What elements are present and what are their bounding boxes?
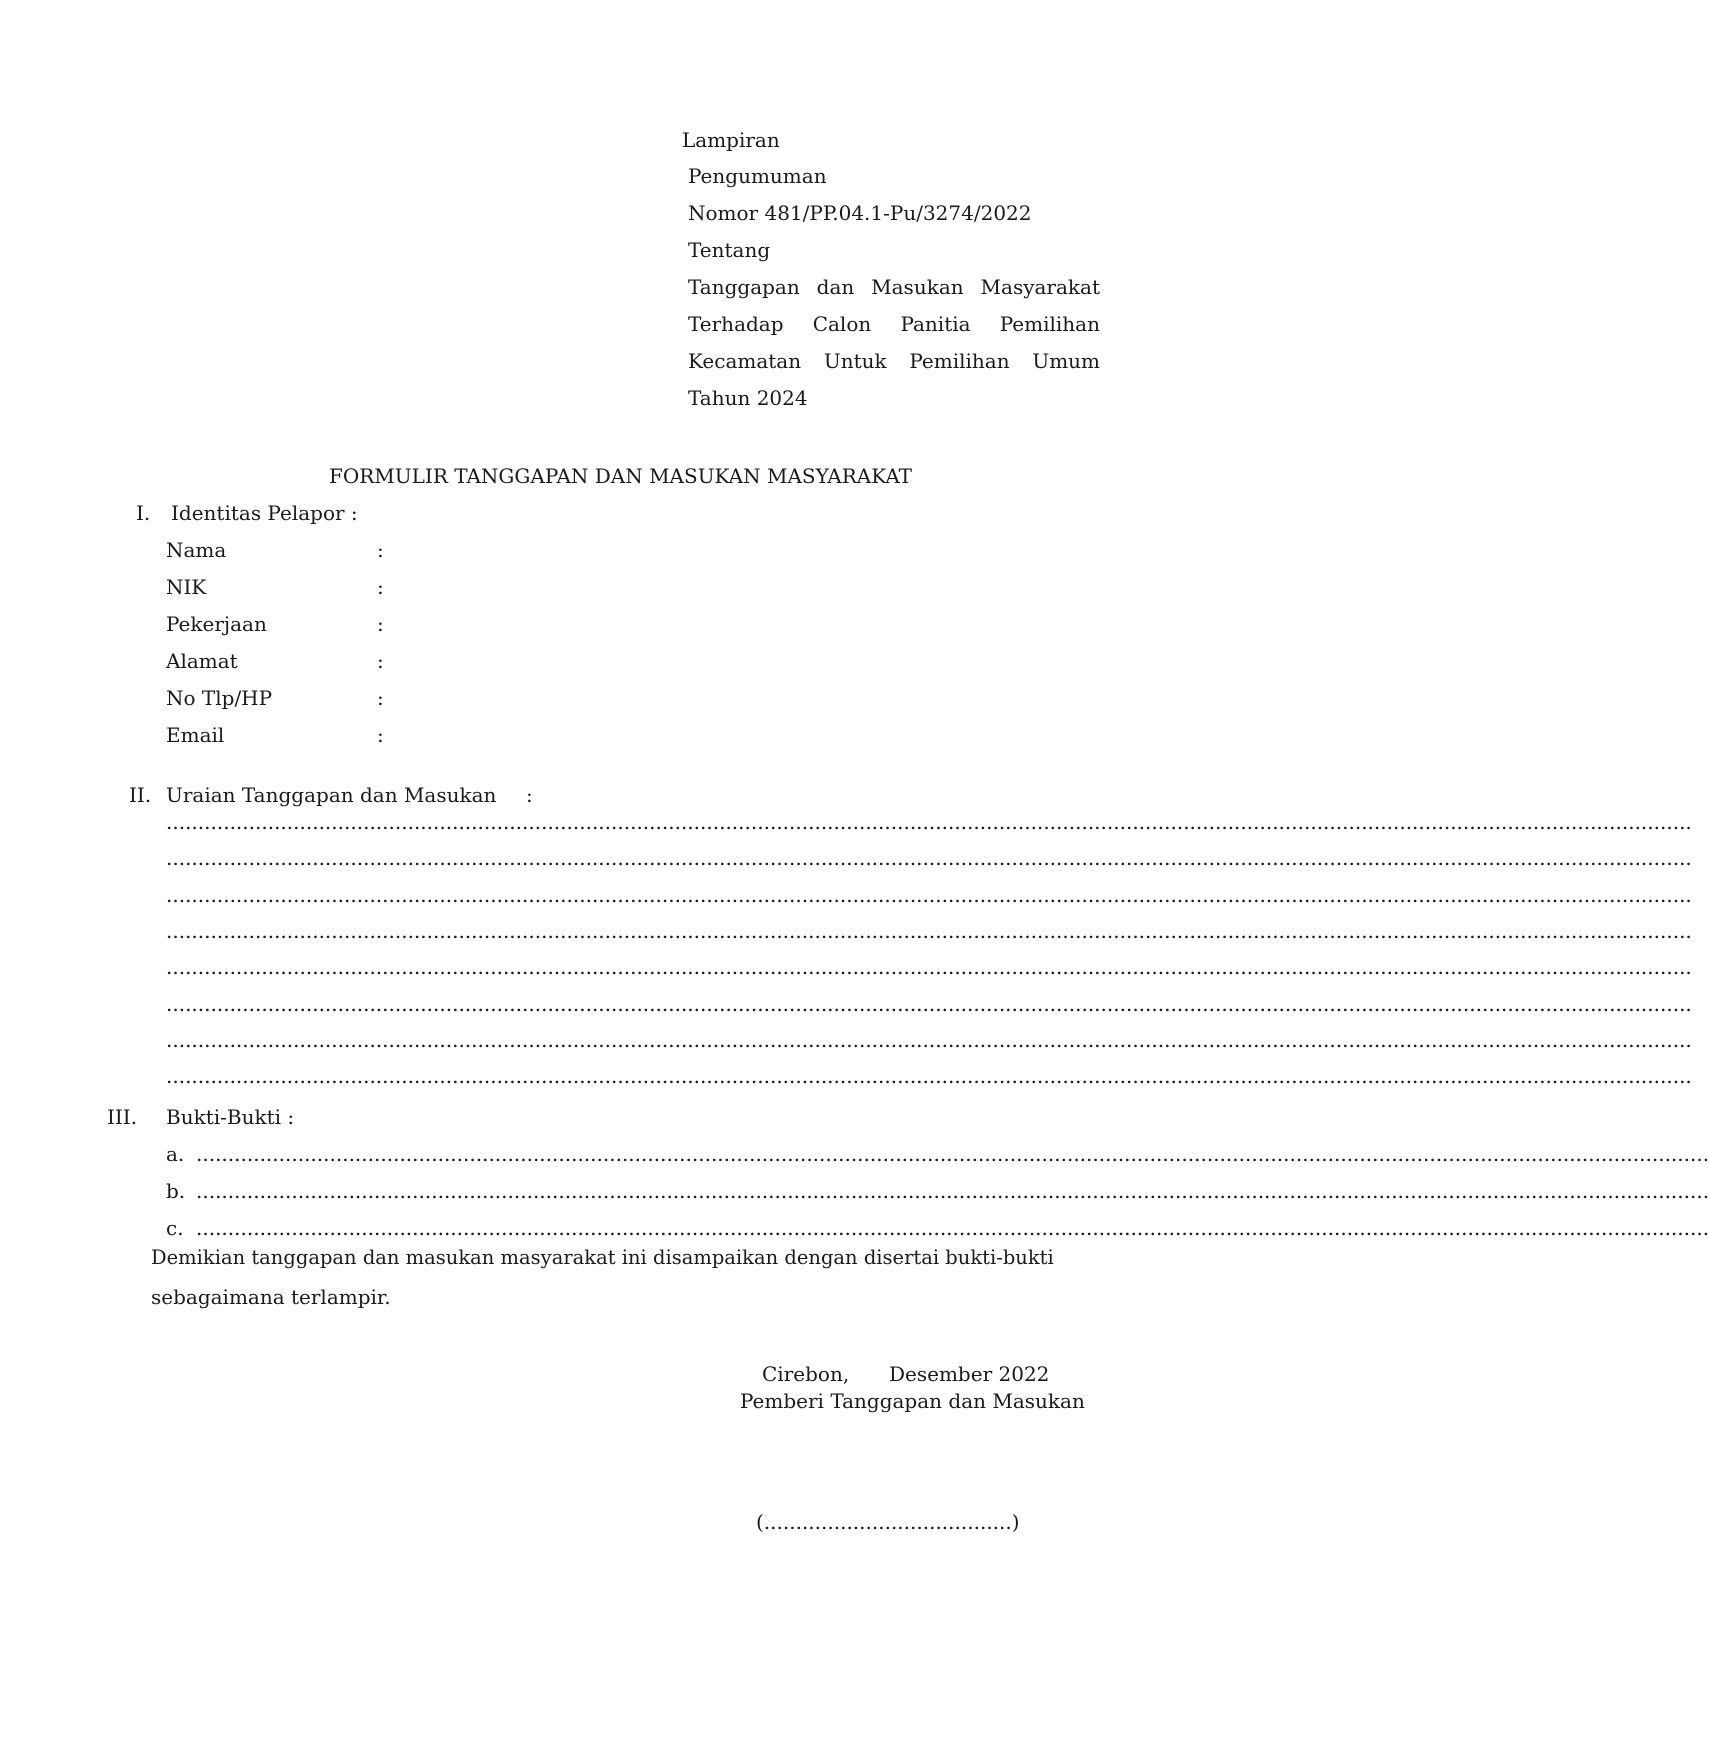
field-colon: : bbox=[377, 723, 384, 747]
evidence-marker: a. bbox=[166, 1142, 185, 1166]
field-colon: : bbox=[377, 686, 384, 710]
field-colon: : bbox=[377, 538, 384, 562]
evidence-marker: b. bbox=[166, 1179, 186, 1203]
subject-line-4: Tahun 2024 bbox=[688, 386, 808, 410]
about-label: Tentang bbox=[688, 238, 771, 262]
signature-name-placeholder: (.......................................) bbox=[756, 1510, 1020, 1534]
announcement-label: Pengumuman bbox=[688, 164, 827, 188]
signature-date: Desember 2022 bbox=[889, 1362, 1050, 1386]
section-1-heading: Identitas Pelapor : bbox=[171, 501, 358, 525]
field-label: Email bbox=[166, 723, 225, 747]
section-2-heading: Uraian Tanggapan dan Masukan bbox=[166, 783, 497, 807]
evidence-dotted-line: .............................................................................................................................................................................................................................................. bbox=[196, 1179, 1709, 1203]
form-title: FORMULIR TANGGAPAN DAN MASUKAN MASYARAKAT bbox=[328, 464, 913, 488]
document-number: Nomor 481/PP.04.1-Pu/3274/2022 bbox=[688, 201, 1032, 225]
field-colon: : bbox=[377, 612, 384, 636]
section-2-colon: : bbox=[526, 783, 533, 807]
field-label: Pekerjaan bbox=[166, 612, 267, 636]
field-label: Nama bbox=[166, 538, 227, 562]
response-dotted-line: ................................................................................................................................................................................................................................................ bbox=[166, 882, 1692, 907]
section-3-heading: Bukti-Bukti : bbox=[166, 1105, 295, 1129]
attachment-label: Lampiran bbox=[682, 128, 780, 152]
response-dotted-line: ................................................................................................................................................................................................................................................ bbox=[166, 918, 1692, 943]
section-2-numeral: II. bbox=[129, 783, 152, 807]
response-dotted-line: ................................................................................................................................................................................................................................................ bbox=[166, 1027, 1692, 1052]
field-colon: : bbox=[377, 575, 384, 599]
response-dotted-line: ................................................................................................................................................................................................................................................ bbox=[166, 1064, 1692, 1089]
evidence-dotted-line: .............................................................................................................................................................................................................................................. bbox=[196, 1216, 1709, 1240]
field-colon: : bbox=[377, 649, 384, 673]
subject-line-2: Terhadap Calon Panitia Pemilihan bbox=[688, 312, 1100, 336]
field-label: No Tlp/HP bbox=[166, 686, 273, 710]
section-3-numeral: III. bbox=[107, 1105, 138, 1129]
subject-line-3: Kecamatan Untuk Pemilihan Umum bbox=[688, 349, 1100, 373]
evidence-dotted-line: .............................................................................................................................................................................................................................................. bbox=[196, 1142, 1709, 1166]
section-1-numeral: I. bbox=[136, 501, 151, 525]
response-dotted-line: ................................................................................................................................................................................................................................................ bbox=[166, 955, 1692, 980]
response-dotted-line: ................................................................................................................................................................................................................................................ bbox=[166, 991, 1692, 1016]
closing-line-1: Demikian tanggapan dan masukan masyarakat ini disampaikan dengan disertai bukti-bukti bbox=[151, 1246, 1054, 1269]
field-label: NIK bbox=[166, 575, 207, 599]
evidence-marker: c. bbox=[166, 1216, 184, 1240]
closing-line-2: sebagaimana terlampir. bbox=[151, 1285, 391, 1309]
subject-line-1: Tanggapan dan Masukan Masyarakat bbox=[688, 275, 1100, 299]
response-dotted-line: ................................................................................................................................................................................................................................................ bbox=[166, 846, 1692, 871]
response-dotted-line: ................................................................................................................................................................................................................................................ bbox=[166, 810, 1692, 834]
signature-place: Cirebon, bbox=[762, 1362, 850, 1386]
signature-role: Pemberi Tanggapan dan Masukan bbox=[740, 1389, 1085, 1413]
field-label: Alamat bbox=[166, 649, 238, 673]
